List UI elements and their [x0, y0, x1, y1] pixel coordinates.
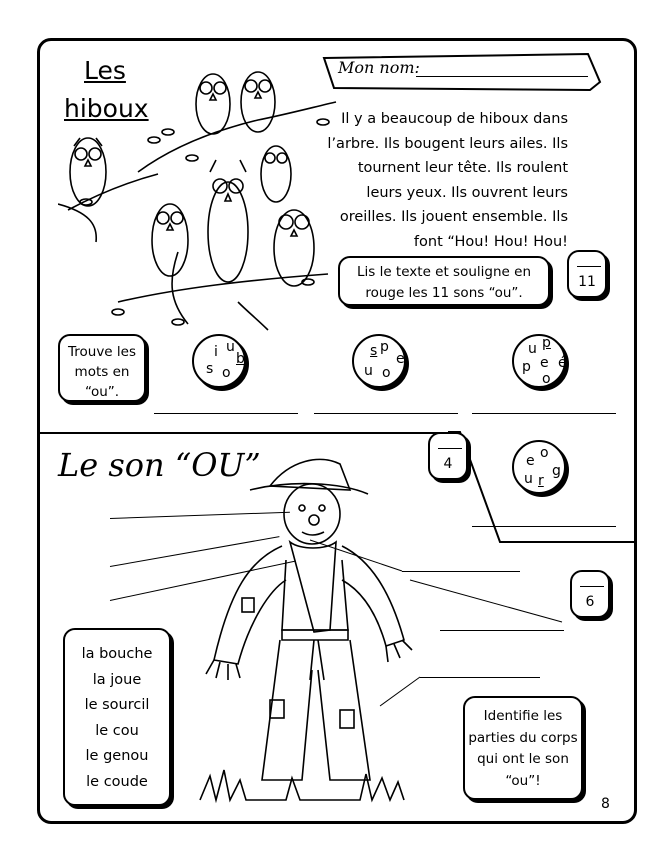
scramble-letter: u	[528, 341, 537, 357]
title-line-1: Les	[84, 56, 126, 85]
word-bank-item: la joue	[92, 671, 142, 688]
section-title: Le son “OU”	[58, 446, 261, 484]
word-bank-item: le cou	[95, 722, 139, 739]
scramble-letter: o	[542, 371, 551, 387]
story-line: oreilles. Ils jouent ensemble. Ils	[339, 209, 568, 226]
answer-line-2[interactable]	[314, 413, 458, 414]
name-label: Mon nom:	[338, 58, 420, 77]
word-bank	[63, 628, 171, 806]
score-box-words	[428, 432, 468, 480]
scramble-letter: r	[538, 473, 544, 489]
answer-line-3[interactable]	[472, 413, 616, 414]
word-bank-item: le genou	[85, 748, 149, 765]
scramble-letter: b	[236, 351, 245, 367]
score-blank[interactable]	[438, 448, 462, 449]
score-blank[interactable]	[577, 266, 601, 267]
story-text	[320, 107, 568, 255]
scramble-letter: o	[222, 365, 231, 381]
owl-tree-illustration	[58, 62, 338, 332]
scramble-letter: s	[206, 361, 214, 377]
scramble-letter: e	[526, 453, 535, 469]
story-line: tournent leur tête. Ils roulent	[357, 160, 568, 177]
scramble-letter: g	[552, 463, 561, 479]
letter-scramble-1	[192, 334, 246, 388]
scramble-letter: i	[214, 344, 218, 360]
instruction-identify: Identifie les parties du corps qui ont le son “ou”!	[463, 696, 583, 800]
story-line: font “Hou! Hou! Hou!	[413, 233, 568, 250]
score-blank[interactable]	[580, 586, 604, 587]
word-bank-item: le coude	[86, 773, 148, 790]
score-box-body	[570, 570, 610, 618]
scramble-letter: p	[380, 339, 389, 355]
word-bank-item: la bouche	[81, 646, 153, 662]
word-bank-item: le sourcil	[84, 697, 150, 714]
letter-scramble-2	[352, 334, 406, 388]
title-line-2: hiboux	[64, 94, 149, 123]
scramble-letter: u	[364, 363, 373, 379]
scramble-letter: s	[370, 343, 378, 359]
score-box-story	[567, 250, 607, 298]
answer-line-1[interactable]	[154, 413, 298, 414]
name-input-line[interactable]	[416, 76, 588, 77]
scramble-letter: e	[396, 351, 405, 367]
label-pointer-lines	[300, 520, 570, 720]
story-line: l’arbre. Ils bougent leurs ailes. Ils	[327, 135, 568, 152]
score-total: 11	[578, 274, 596, 290]
scramble-letter: u	[524, 471, 533, 487]
letter-scramble-3	[512, 334, 566, 388]
scramble-letter: p	[542, 335, 551, 351]
story-line: Il y a beaucoup de hiboux dans	[341, 111, 568, 127]
scramble-letter: o	[540, 445, 549, 461]
score-total: 4	[443, 456, 453, 472]
score-total: 6	[585, 594, 595, 610]
scramble-letter: e	[540, 355, 549, 371]
scramble-letter: u	[226, 339, 235, 355]
scramble-letter: o	[382, 365, 391, 381]
page-number: 8	[601, 796, 610, 812]
section-divider	[40, 432, 450, 434]
instruction-find-words: Trouve les mots en “ou”.	[58, 334, 146, 402]
story-line: leurs yeux. Ils ouvrent leurs	[366, 184, 568, 201]
scramble-letter: é	[558, 355, 567, 371]
letter-scramble-4	[512, 440, 566, 494]
instruction-underline: Lis le texte et souligne en rouge les 11 sons “ou”.	[338, 256, 550, 306]
scramble-letter: p	[522, 359, 531, 375]
